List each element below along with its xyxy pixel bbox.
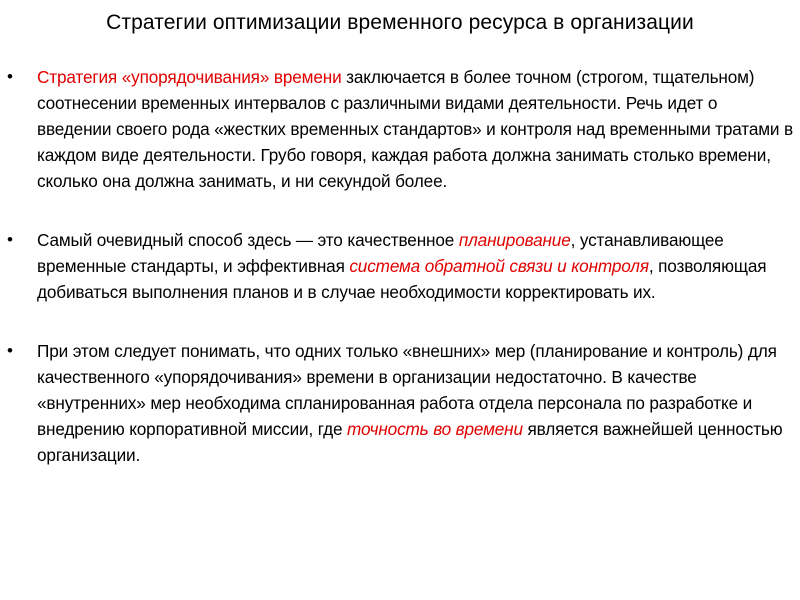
bullet-item xyxy=(0,227,800,305)
body-text: Самый очевидный способ здесь — это качественное xyxy=(37,230,459,250)
emphasized-term: планирование xyxy=(458,230,571,250)
bullet-list xyxy=(0,64,800,501)
emphasized-term: точность во времени xyxy=(347,419,523,439)
bullet-marker: • xyxy=(7,67,13,86)
body-text: При этом следует понимать, что одних только «внешних» мер (планирование и контроль) для качественного «упорядочивания» времени в организации недостаточно. В качестве «внутренних» мер необходима спланированная работа отдела персонала по разработке и внедрению корпоративной миссии, где xyxy=(37,341,777,439)
bullet-marker: • xyxy=(7,230,13,249)
body-text: , устанавливающее временные стандарты, и эффективная xyxy=(37,230,724,276)
bullet-item xyxy=(0,64,800,194)
body-text: , позволяющая добиваться выполнения планов и в случае необходимости корректировать их. xyxy=(37,256,767,302)
bullet-item xyxy=(0,338,800,468)
highlighted-term: Стратегия «упорядочивания» времени xyxy=(37,67,342,87)
bullet-marker: • xyxy=(7,341,13,360)
body-text: является важнейшей ценностью организации. xyxy=(37,419,783,465)
body-text: заключается в более точном (строгом, тщательном) соотнесении временных интервалов с различными видами деятельности. Речь идет о введении своего рода «жестких временных стандартов» и контроля над временными тратами в каждом виде деятельности. Грубо говоря, каждая работа должна занимать столько времени, сколько она должна занимать, и ни секундой более. xyxy=(37,67,793,191)
slide-title: Стратегии оптимизации временного ресурса в организации xyxy=(106,11,694,34)
emphasized-term: система обратной связи и контроля xyxy=(349,256,649,276)
